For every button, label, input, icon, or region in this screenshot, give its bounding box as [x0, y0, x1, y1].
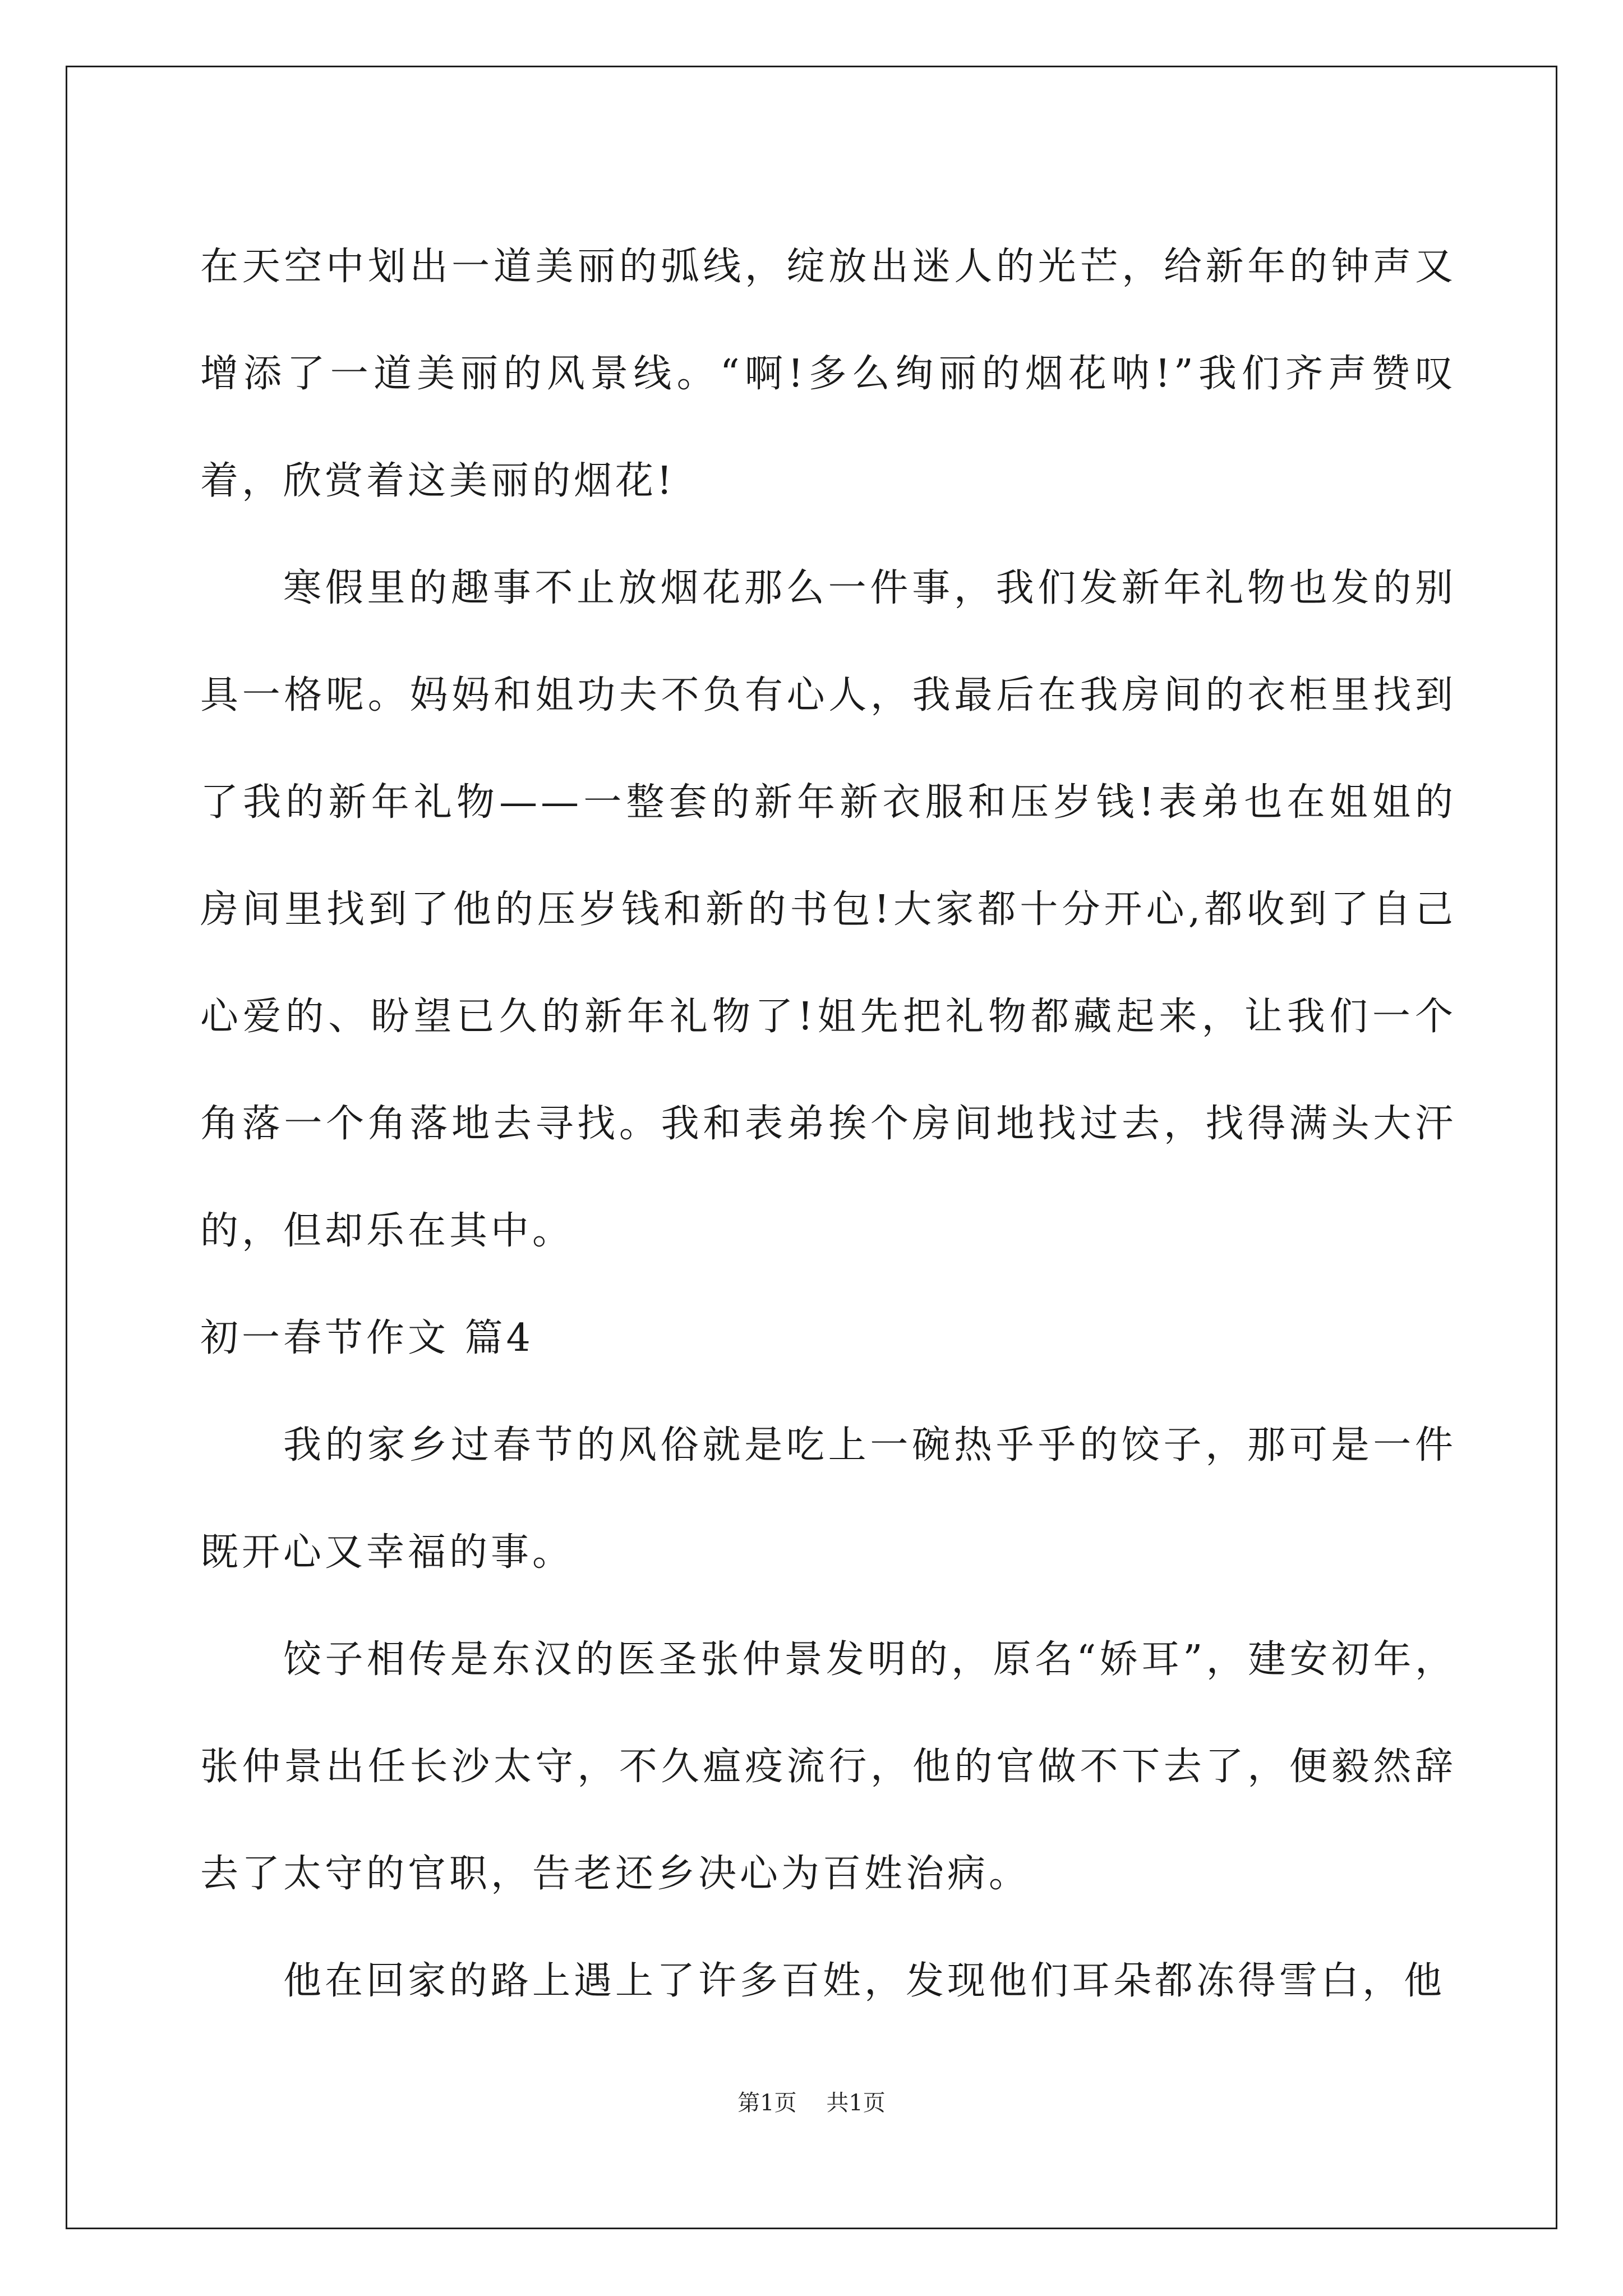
section-paragraph-1: 我的家乡过春节的风俗就是吃上一碗热乎乎的饺子，那可是一件既开心又幸福的事。 — [200, 1423, 1456, 1575]
page-number-total: 共1页 — [826, 2090, 886, 2116]
page-number-current: 第1页 — [737, 2090, 797, 2116]
paragraph-1: 在天空中划出一道美丽的弧线，绽放出迷人的光芒，给新年的钟声又增添了一道美丽的风景线。“啊!多么绚丽的烟花呐!”我们齐声赞叹着，欣赏着这美丽的烟花! — [200, 245, 1456, 503]
section-paragraph-2: 饺子相传是东汉的医圣张仲景发明的，原名“娇耳”，建安初年，张仲景出任长沙太守，不久瘟疫流行，他的官做不下去了，便毅然辞去了太守的官职，告老还乡决心为百姓治病。 — [200, 1637, 1456, 1896]
document-body — [200, 213, 1456, 2035]
section-paragraph-3: 他在回家的路上遇上了许多百姓，发现他们耳朵都冻得雪白，他 — [283, 1959, 1446, 2003]
page-footer — [0, 2085, 1623, 2117]
paragraph-2: 寒假里的趣事不止放烟花那么一件事，我们发新年礼物也发的别具一格呢。妈妈和姐功夫不负有心人，我最后在我房间的衣柜里找到了我的新年礼物——一整套的新年新衣服和压岁钱!表弟也在姐姐的房间里找到了他的压岁钱和新的书包!大家都十分开心,都收到了自己心爱的、盼望已久的新年礼物了!姐先把礼物都藏起来，让我们一个角落一个角落地去寻找。我和表弟挨个房间地找过去，找得满头大汗的，但却乐在其中。 — [200, 566, 1456, 1253]
section-heading: 初一春节作文 篇4 — [200, 1316, 534, 1360]
